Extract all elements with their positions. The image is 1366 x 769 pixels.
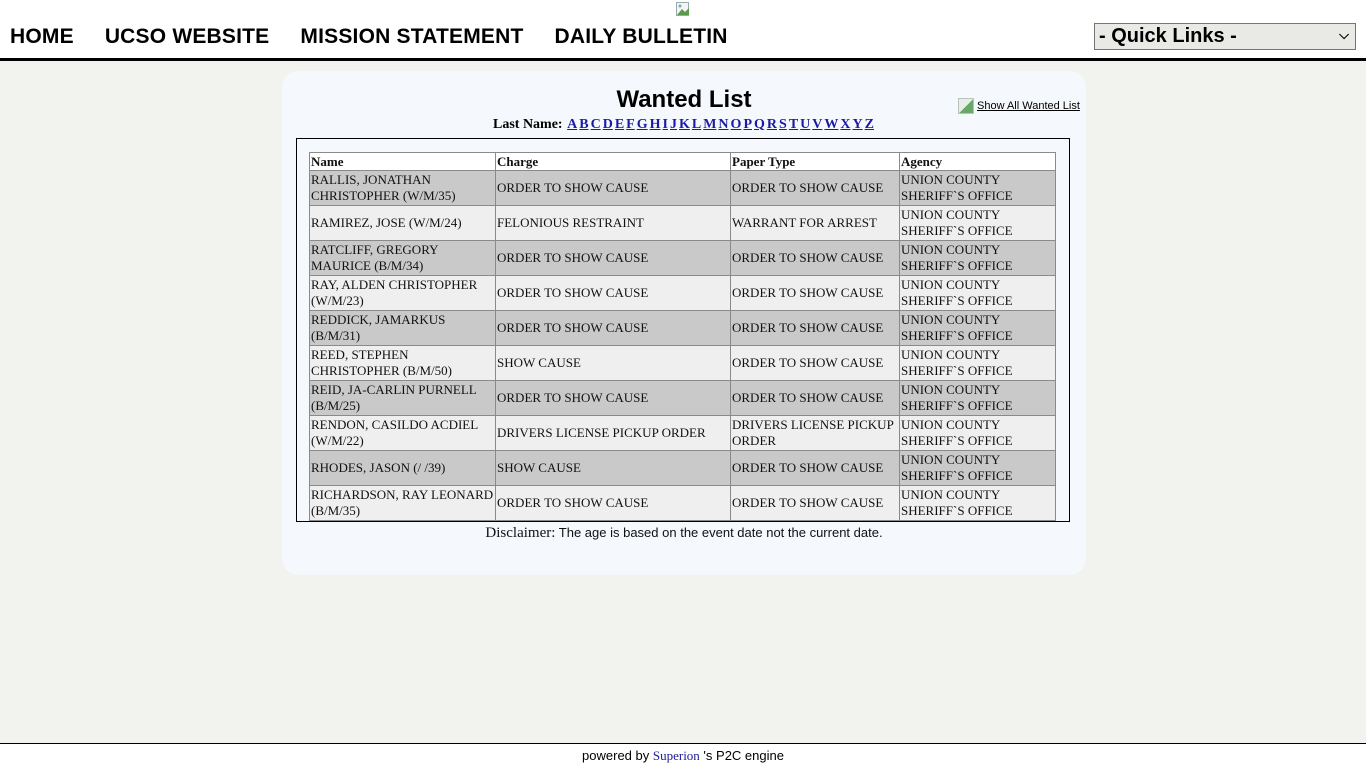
last-name-filter xyxy=(282,117,1086,133)
letter-link-r[interactable]: R xyxy=(766,117,778,132)
letter-link-u[interactable]: U xyxy=(800,117,811,132)
cell-name: RENDON, CASILDO ACDIEL (W/M/22) xyxy=(310,416,496,451)
cell-agency: UNION COUNTY SHERIFF`S OFFICE xyxy=(900,346,1056,381)
show-all-label: Show All Wanted List xyxy=(977,100,1080,112)
cell-agency: UNION COUNTY SHERIFF`S OFFICE xyxy=(900,416,1056,451)
letter-link-n[interactable]: N xyxy=(718,117,729,132)
superion-link[interactable]: Superion xyxy=(652,748,700,763)
broken-image-icon xyxy=(958,98,974,114)
cell-name: RAMIREZ, JOSE (W/M/24) xyxy=(310,206,496,241)
table-row xyxy=(310,416,1056,451)
letter-link-v[interactable]: V xyxy=(812,117,823,132)
cell-paper-type: ORDER TO SHOW CAUSE xyxy=(731,276,900,311)
letter-link-c[interactable]: C xyxy=(590,117,601,132)
cell-charge: ORDER TO SHOW CAUSE xyxy=(496,171,731,206)
cell-paper-type: ORDER TO SHOW CAUSE xyxy=(731,486,900,521)
letter-link-t[interactable]: T xyxy=(788,117,799,132)
letter-link-f[interactable]: F xyxy=(626,117,635,132)
page-title: Wanted List xyxy=(616,86,752,113)
cell-charge: FELONIOUS RESTRAINT xyxy=(496,206,731,241)
cell-name: REDDICK, JAMARKUS (B/M/31) xyxy=(310,311,496,346)
cell-charge: DRIVERS LICENSE PICKUP ORDER xyxy=(496,416,731,451)
footer xyxy=(0,743,1366,769)
letter-link-q[interactable]: Q xyxy=(754,117,765,132)
results-frame[interactable] xyxy=(296,138,1070,522)
letter-link-j[interactable]: J xyxy=(669,117,677,132)
cell-name: REED, STEPHEN CHRISTOPHER (B/M/50) xyxy=(310,346,496,381)
cell-name: RHODES, JASON (/ /39) xyxy=(310,451,496,486)
letter-link-h[interactable]: H xyxy=(649,117,661,132)
table-row xyxy=(310,276,1056,311)
table-row xyxy=(310,241,1056,276)
table-row xyxy=(310,311,1056,346)
letter-link-z[interactable]: Z xyxy=(864,117,874,132)
cell-agency: UNION COUNTY SHERIFF`S OFFICE xyxy=(900,276,1056,311)
letter-link-m[interactable]: M xyxy=(703,117,717,132)
table-row xyxy=(310,171,1056,206)
letter-link-x[interactable]: X xyxy=(840,117,851,132)
cell-paper-type: ORDER TO SHOW CAUSE xyxy=(731,346,900,381)
cell-agency: UNION COUNTY SHERIFF`S OFFICE xyxy=(900,486,1056,521)
footer-suffix: 's P2C engine xyxy=(699,748,784,763)
letter-link-y[interactable]: Y xyxy=(852,117,863,132)
col-charge-header: Charge xyxy=(496,153,731,171)
table-row xyxy=(310,486,1056,521)
letter-link-i[interactable]: I xyxy=(662,117,668,132)
disclaimer-text: The age is based on the event date not the current date. xyxy=(555,525,883,540)
quick-links-select[interactable] xyxy=(1094,23,1356,50)
table-body xyxy=(310,171,1056,521)
letter-link-e[interactable]: E xyxy=(614,117,625,132)
col-paper-type-header: Paper Type xyxy=(731,153,900,171)
show-all-wanted-link[interactable] xyxy=(958,98,1080,114)
letter-link-w[interactable]: W xyxy=(824,117,839,132)
cell-agency: UNION COUNTY SHERIFF`S OFFICE xyxy=(900,206,1056,241)
cell-agency: UNION COUNTY SHERIFF`S OFFICE xyxy=(900,171,1056,206)
cell-name: RATCLIFF, GREGORY MAURICE (B/M/34) xyxy=(310,241,496,276)
cell-name: RAY, ALDEN CHRISTOPHER (W/M/23) xyxy=(310,276,496,311)
chevron-down-icon: ⌵ xyxy=(1339,27,1349,42)
table-header-row xyxy=(310,153,1056,171)
col-agency-header: Agency xyxy=(900,153,1056,171)
letter-link-s[interactable]: S xyxy=(779,117,787,132)
quick-links-selected: - Quick Links - xyxy=(1099,25,1237,47)
cell-paper-type: ORDER TO SHOW CAUSE xyxy=(731,241,900,276)
nav-mission-statement[interactable]: MISSION STATEMENT xyxy=(300,25,524,48)
cell-paper-type: ORDER TO SHOW CAUSE xyxy=(731,311,900,346)
cell-paper-type: ORDER TO SHOW CAUSE xyxy=(731,451,900,486)
table-row xyxy=(310,346,1056,381)
letter-link-b[interactable]: B xyxy=(579,117,589,132)
cell-agency: UNION COUNTY SHERIFF`S OFFICE xyxy=(900,381,1056,416)
cell-name: REID, JA-CARLIN PURNELL (B/M/25) xyxy=(310,381,496,416)
cell-charge: SHOW CAUSE xyxy=(496,346,731,381)
disclaimer xyxy=(282,525,1086,542)
cell-name: RALLIS, JONATHAN CHRISTOPHER (W/M/35) xyxy=(310,171,496,206)
cell-agency: UNION COUNTY SHERIFF`S OFFICE xyxy=(900,241,1056,276)
nav-daily-bulletin[interactable]: DAILY BULLETIN xyxy=(554,25,728,48)
cell-paper-type: DRIVERS LICENSE PICKUP ORDER xyxy=(731,416,900,451)
letter-links xyxy=(566,117,875,132)
disclaimer-label: Disclaimer: xyxy=(485,525,556,541)
cell-agency: UNION COUNTY SHERIFF`S OFFICE xyxy=(900,451,1056,486)
cell-paper-type: ORDER TO SHOW CAUSE xyxy=(731,381,900,416)
letter-link-o[interactable]: O xyxy=(730,117,742,132)
table-row xyxy=(310,381,1056,416)
cell-agency: UNION COUNTY SHERIFF`S OFFICE xyxy=(900,311,1056,346)
nav-ucso-website[interactable]: UCSO WEBSITE xyxy=(104,25,270,48)
footer-prefix: powered by xyxy=(582,748,653,763)
main-nav xyxy=(10,25,759,49)
letter-link-k[interactable]: K xyxy=(678,117,690,132)
cell-charge: ORDER TO SHOW CAUSE xyxy=(496,381,731,416)
cell-paper-type: ORDER TO SHOW CAUSE xyxy=(731,171,900,206)
letter-link-a[interactable]: A xyxy=(567,117,578,132)
table-row xyxy=(310,451,1056,486)
cell-charge: SHOW CAUSE xyxy=(496,451,731,486)
table-row xyxy=(310,206,1056,241)
wanted-list-panel xyxy=(282,71,1086,575)
col-name-header: Name xyxy=(310,153,496,171)
wanted-table xyxy=(309,152,1056,521)
nav-home[interactable]: HOME xyxy=(10,25,74,48)
cell-charge: ORDER TO SHOW CAUSE xyxy=(496,276,731,311)
cell-charge: ORDER TO SHOW CAUSE xyxy=(496,311,731,346)
cell-paper-type: WARRANT FOR ARREST xyxy=(731,206,900,241)
letter-link-d[interactable]: D xyxy=(602,117,613,132)
cell-name: RICHARDSON, RAY LEONARD (B/M/35) xyxy=(310,486,496,521)
letter-link-p[interactable]: P xyxy=(743,117,752,132)
cell-charge: ORDER TO SHOW CAUSE xyxy=(496,241,731,276)
letter-link-g[interactable]: G xyxy=(636,117,648,132)
cell-charge: ORDER TO SHOW CAUSE xyxy=(496,486,731,521)
broken-image-icon xyxy=(675,1,691,17)
letter-link-l[interactable]: L xyxy=(691,117,702,132)
last-name-label: Last Name: xyxy=(493,117,563,132)
top-navigation-bar xyxy=(0,0,1366,61)
